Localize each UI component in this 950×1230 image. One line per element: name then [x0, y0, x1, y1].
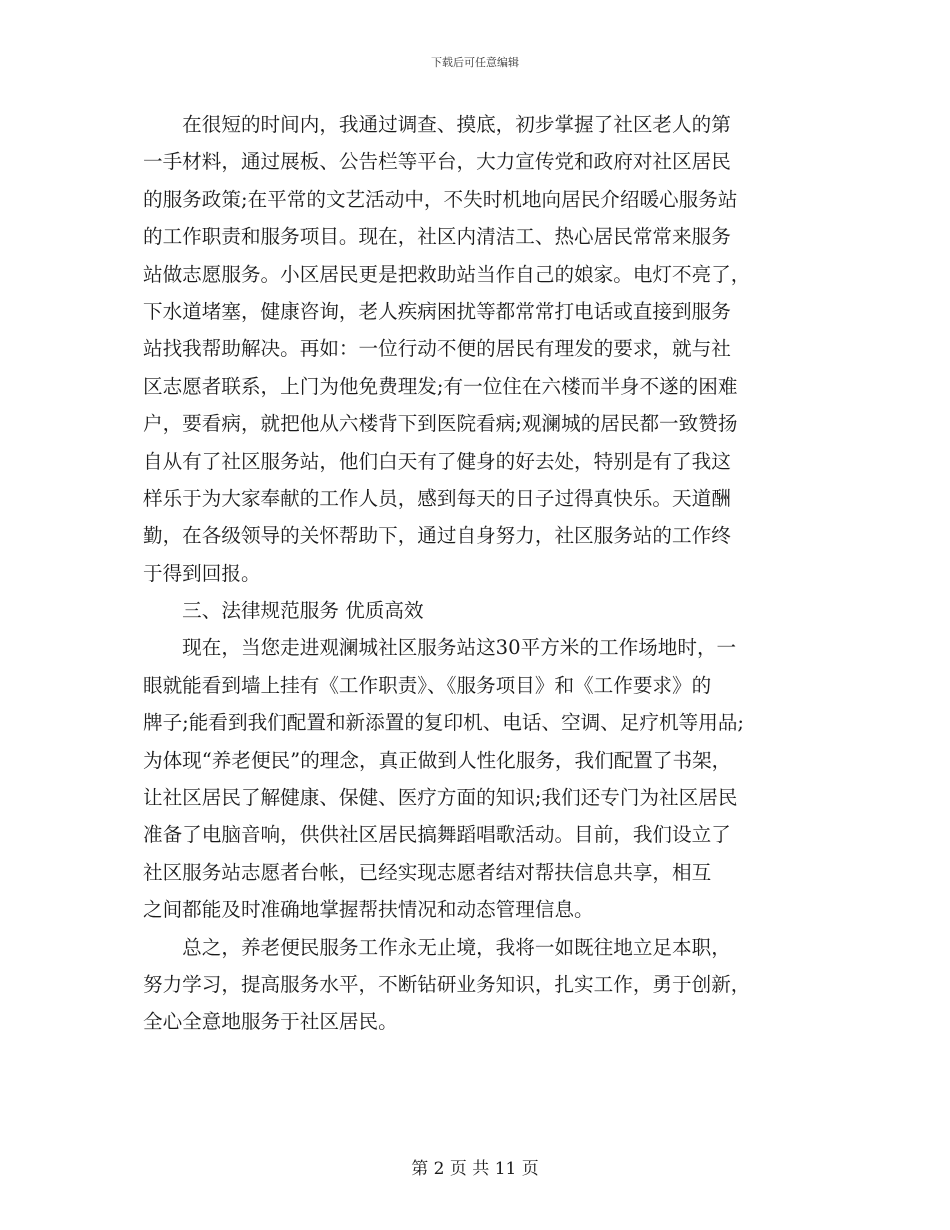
text-line: 样乐于为大家奉献的工作人员，感到每天的日子过得真快乐。天道酬 — [143, 486, 731, 510]
document-body — [143, 106, 811, 1041]
text-line: 为体现“养老便民”的理念，真正做到人性化服务，我们配置了书架， — [143, 748, 732, 772]
text-line: 的服务政策;在平常的文艺活动中，不失时机地向居民介绍暖心服务站 — [143, 187, 738, 211]
text-line: 努力学习，提高服务水平，不断钻研业务知识，扎实工作，勇于创新， — [143, 972, 751, 996]
text-line: 社区服务站志愿者台帐，已经实现志愿者结对帮扶信息共享，相互 — [143, 860, 712, 884]
text-line: 站找我帮助解决。再如：一位行动不便的居民有理发的要求，就与社 — [143, 337, 731, 361]
text-line: 准备了电脑音响，供供社区居民搞舞蹈唱歌活动。目前，我们设立了 — [143, 823, 731, 847]
text-line: 户，要看病，就把他从六楼背下到医院看病;观澜城的居民都一致赞扬 — [143, 412, 738, 436]
text-line: 现在，当您走进观澜城社区服务站这30平方米的工作场地时，一 — [143, 636, 737, 660]
text-line: 牌子;能看到我们配置和新添置的复印机、电话、空调、足疗机等用品; — [143, 711, 745, 735]
text-line: 于得到回报。 — [143, 561, 261, 585]
page-header: 下载后可任意编辑 — [431, 56, 519, 69]
text-line: 勤，在各级领导的关怀帮助下，通过自身努力，社区服务站的工作终 — [143, 524, 731, 548]
text-line: 下水道堵塞，健康咨询，老人疾病困扰等都常常打电话或直接到服务 — [143, 299, 731, 323]
text-line: 全心全意地服务于社区居民。 — [143, 1010, 398, 1034]
section-heading: 三、法律规范服务 优质高效 — [143, 599, 424, 623]
text-line: 的工作职责和服务项目。现在，社区内清洁工、热心居民常常来服务 — [143, 225, 731, 249]
text-line: 眼就能看到墙上挂有《工作职责》、《服务项目》和《工作要求》的 — [143, 673, 712, 697]
text-line: 一手材料，通过展板、公告栏等平台，大力宣传党和政府对社区居民 — [143, 150, 731, 174]
text-line: 让社区居民了解健康、保健、医疗方面的知识;我们还专门为社区居民 — [143, 786, 738, 810]
text-line: 区志愿者联系，上门为他免费理发;有一位住在六楼而半身不遂的困难 — [143, 374, 738, 398]
text-line: 站做志愿服务。小区居民更是把救助站当作自己的娘家。电灯不亮了， — [143, 262, 751, 286]
text-line: 总之，养老便民服务工作永无止境，我将一如既往地立足本职， — [143, 935, 731, 959]
text-line: 自从有了社区服务站，他们白天有了健身的好去处，特别是有了我这 — [143, 449, 731, 473]
page-number: 第 2 页 共 11 页 — [411, 1159, 539, 1179]
text-line: 之间都能及时准确地掌握帮扶情况和动态管理信息。 — [143, 898, 594, 922]
text-line: 在很短的时间内，我通过调查、摸底，初步掌握了社区老人的第 — [143, 113, 731, 136]
